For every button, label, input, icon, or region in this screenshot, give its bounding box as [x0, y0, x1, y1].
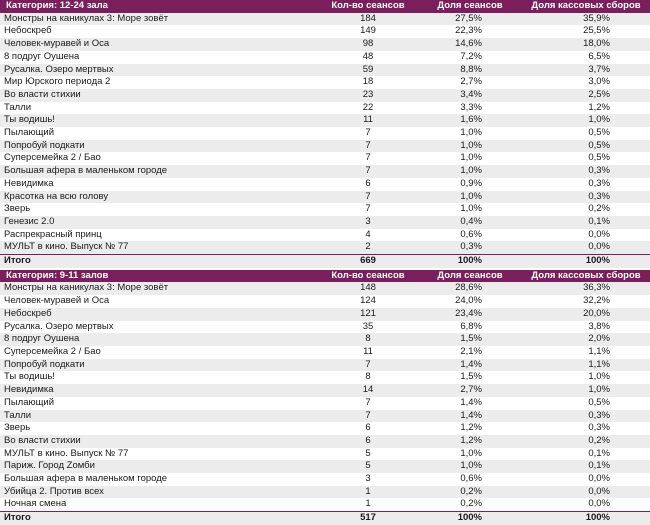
table-row [0, 486, 650, 499]
movie-title: Зверь [0, 422, 318, 435]
table-row [0, 229, 650, 242]
sessions-count: 5 [318, 460, 418, 473]
table-row [0, 64, 650, 77]
movie-title: Большая афера в маленьком городе [0, 473, 318, 486]
movie-title: Суперсемейка 2 / Бао [0, 152, 318, 165]
session-share: 1,0% [418, 140, 522, 153]
table-row [0, 127, 650, 140]
total-box-office-share: 100% [522, 255, 650, 268]
table-row [0, 76, 650, 89]
sessions-count: 6 [318, 422, 418, 435]
box-office-share: 1,0% [522, 371, 650, 384]
sessions-count: 7 [318, 397, 418, 410]
total-label: Итого [0, 255, 318, 268]
sessions-count: 7 [318, 203, 418, 216]
table-row [0, 140, 650, 153]
total-row [0, 512, 650, 525]
movie-title: Суперсемейка 2 / Бао [0, 346, 318, 359]
box-office-share: 0,5% [522, 397, 650, 410]
movie-title: Пылающий [0, 397, 318, 410]
session-share: 8,8% [418, 64, 522, 77]
session-share: 1,0% [418, 127, 522, 140]
table-row [0, 216, 650, 229]
session-share: 0,6% [418, 229, 522, 242]
sessions-count: 121 [318, 308, 418, 321]
box-office-share: 0,0% [522, 241, 650, 254]
session-share: 1,4% [418, 397, 522, 410]
box-office-share: 0,5% [522, 127, 650, 140]
table-row [0, 102, 650, 115]
session-share: 1,6% [418, 114, 522, 127]
sessions-count: 7 [318, 359, 418, 372]
box-office-share: 0,1% [522, 448, 650, 461]
box-office-share: 0,3% [522, 165, 650, 178]
session-share: 3,4% [418, 89, 522, 102]
session-share: 1,5% [418, 333, 522, 346]
movie-title: 8 подруг Оушена [0, 333, 318, 346]
box-office-share-column-header: Доля кассовых сборов [522, 270, 650, 283]
sessions-count: 48 [318, 51, 418, 64]
box-office-share: 0,3% [522, 178, 650, 191]
session-share: 0,6% [418, 473, 522, 486]
session-share: 1,0% [418, 165, 522, 178]
box-office-share: 1,1% [522, 346, 650, 359]
sessions-count: 6 [318, 178, 418, 191]
session-share: 27,5% [418, 13, 522, 26]
total-row [0, 255, 650, 268]
box-office-share: 0,3% [522, 410, 650, 423]
box-office-share: 1,2% [522, 102, 650, 115]
box-office-share: 3,8% [522, 321, 650, 334]
table-row [0, 38, 650, 51]
movie-title: Ты водишь! [0, 371, 318, 384]
movie-title: Попробуй подкати [0, 140, 318, 153]
table-row [0, 448, 650, 461]
session-share: 22,3% [418, 25, 522, 38]
session-share: 0,2% [418, 498, 522, 511]
table-row [0, 333, 650, 346]
movie-title: Мир Юрского периода 2 [0, 76, 318, 89]
box-office-share: 0,2% [522, 435, 650, 448]
session-share: 1,4% [418, 410, 522, 423]
category-title: Категория: 9-11 залов [0, 270, 318, 283]
total-sessions: 517 [318, 512, 418, 525]
session-share: 1,0% [418, 203, 522, 216]
table-row [0, 460, 650, 473]
box-office-share: 25,5% [522, 25, 650, 38]
box-office-share: 18,0% [522, 38, 650, 51]
box-office-share: 0,3% [522, 422, 650, 435]
total-box-office-share: 100% [522, 512, 650, 525]
table-row [0, 321, 650, 334]
table-row [0, 422, 650, 435]
session-share: 0,9% [418, 178, 522, 191]
box-office-share: 35,9% [522, 13, 650, 26]
box-office-share: 0,2% [522, 203, 650, 216]
table-row [0, 203, 650, 216]
sessions-count: 7 [318, 165, 418, 178]
sessions-count: 22 [318, 102, 418, 115]
movie-title: Невидимка [0, 178, 318, 191]
table-row [0, 114, 650, 127]
movie-title: Невидимка [0, 384, 318, 397]
table-row [0, 25, 650, 38]
movie-title: Человек-муравей и Оса [0, 295, 318, 308]
session-share: 0,2% [418, 486, 522, 499]
movie-title: Во власти стихии [0, 435, 318, 448]
movie-title: МУЛЬТ в кино. Выпуск № 77 [0, 448, 318, 461]
box-office-share: 0,5% [522, 152, 650, 165]
movie-title: Ты водишь! [0, 114, 318, 127]
table-row [0, 359, 650, 372]
sessions-count: 5 [318, 448, 418, 461]
sessions-count: 149 [318, 25, 418, 38]
sessions-count: 1 [318, 498, 418, 511]
box-office-share: 0,0% [522, 473, 650, 486]
movie-title: Генезис 2.0 [0, 216, 318, 229]
total-label: Итого [0, 512, 318, 525]
box-office-share: 32,2% [522, 295, 650, 308]
session-share-column-header: Доля сеансов [418, 270, 522, 283]
movie-title: Попробуй подкати [0, 359, 318, 372]
box-office-share: 6,5% [522, 51, 650, 64]
table-row [0, 410, 650, 423]
movie-title: Распрекрасный принц [0, 229, 318, 242]
sessions-count: 124 [318, 295, 418, 308]
table-row [0, 191, 650, 204]
sessions-count: 8 [318, 371, 418, 384]
table-row [0, 89, 650, 102]
session-share: 0,3% [418, 241, 522, 254]
table-row [0, 397, 650, 410]
table-row [0, 435, 650, 448]
sessions-count: 184 [318, 13, 418, 26]
sessions-count: 8 [318, 333, 418, 346]
movie-title: Во власти стихии [0, 89, 318, 102]
session-share: 1,0% [418, 152, 522, 165]
sessions-count: 7 [318, 127, 418, 140]
table-row [0, 51, 650, 64]
sessions-count: 59 [318, 64, 418, 77]
sessions-count: 7 [318, 140, 418, 153]
table-row [0, 308, 650, 321]
sessions-column-header: Кол-во сеансов [318, 0, 418, 13]
movie-title: Убийца 2. Против всех [0, 486, 318, 499]
session-share: 24,0% [418, 295, 522, 308]
box-office-share: 3,0% [522, 76, 650, 89]
box-office-share: 3,7% [522, 64, 650, 77]
session-share: 1,0% [418, 191, 522, 204]
session-share: 2,1% [418, 346, 522, 359]
movie-title: Человек-муравей и Оса [0, 38, 318, 51]
box-office-share: 1,1% [522, 359, 650, 372]
box-office-share: 0,3% [522, 191, 650, 204]
session-share: 1,2% [418, 422, 522, 435]
movie-title: Монстры на каникулах 3: Море зовёт [0, 13, 318, 26]
session-share: 1,2% [418, 435, 522, 448]
sessions-count: 2 [318, 241, 418, 254]
box-office-share: 0,0% [522, 498, 650, 511]
movie-title: Талли [0, 410, 318, 423]
table-row [0, 165, 650, 178]
sessions-count: 3 [318, 473, 418, 486]
sessions-count: 3 [318, 216, 418, 229]
movie-title: Русалка. Озеро мертвых [0, 64, 318, 77]
box-office-share: 0,0% [522, 229, 650, 242]
movie-title: Небоскреб [0, 25, 318, 38]
total-sessions: 669 [318, 255, 418, 268]
box-office-share: 0,1% [522, 216, 650, 229]
sessions-count: 14 [318, 384, 418, 397]
category-title: Категория: 12-24 зала [0, 0, 318, 13]
sessions-column-header: Кол-во сеансов [318, 270, 418, 283]
box-office-share: 20,0% [522, 308, 650, 321]
box-office-share: 0,5% [522, 140, 650, 153]
box-office-share-column-header: Доля кассовых сборов [522, 0, 650, 13]
table-row [0, 152, 650, 165]
movie-title: Красотка на всю голову [0, 191, 318, 204]
session-share: 3,3% [418, 102, 522, 115]
table-row [0, 473, 650, 486]
box-office-share: 1,0% [522, 114, 650, 127]
session-share: 2,7% [418, 76, 522, 89]
movie-title: Париж. Город Zомби [0, 460, 318, 473]
session-share: 1,0% [418, 460, 522, 473]
session-share: 1,5% [418, 371, 522, 384]
session-share: 1,4% [418, 359, 522, 372]
session-share-column-header: Доля сеансов [418, 0, 522, 13]
movie-title: Большая афера в маленьком городе [0, 165, 318, 178]
movie-title: Талли [0, 102, 318, 115]
table-row [0, 384, 650, 397]
session-share: 14,6% [418, 38, 522, 51]
session-share: 2,7% [418, 384, 522, 397]
table-row [0, 241, 650, 254]
session-share: 23,4% [418, 308, 522, 321]
total-session-share: 100% [418, 255, 522, 268]
session-share: 0,4% [418, 216, 522, 229]
sessions-count: 7 [318, 152, 418, 165]
table-row [0, 295, 650, 308]
table-row [0, 13, 650, 26]
movie-title: Ночная смена [0, 498, 318, 511]
movie-title: Небоскреб [0, 308, 318, 321]
movie-title: МУЛЬТ в кино. Выпуск № 77 [0, 241, 318, 254]
sessions-count: 148 [318, 282, 418, 295]
sessions-count: 11 [318, 114, 418, 127]
box-office-share: 2,5% [522, 89, 650, 102]
table-row [0, 498, 650, 511]
table-row [0, 178, 650, 191]
sessions-count: 35 [318, 321, 418, 334]
table-row [0, 282, 650, 295]
movie-title: Пылающий [0, 127, 318, 140]
total-session-share: 100% [418, 512, 522, 525]
movie-title: Русалка. Озеро мертвых [0, 321, 318, 334]
table-header-row [0, 0, 650, 13]
box-office-share: 2,0% [522, 333, 650, 346]
box-office-share: 36,3% [522, 282, 650, 295]
sessions-count: 18 [318, 76, 418, 89]
box-office-share: 0,0% [522, 486, 650, 499]
table-row [0, 346, 650, 359]
sessions-count: 98 [318, 38, 418, 51]
movie-title: Монстры на каникулах 3: Море зовёт [0, 282, 318, 295]
sessions-count: 11 [318, 346, 418, 359]
session-share: 28,6% [418, 282, 522, 295]
sessions-count: 7 [318, 191, 418, 204]
sessions-count: 7 [318, 410, 418, 423]
sessions-count: 6 [318, 435, 418, 448]
sessions-count: 23 [318, 89, 418, 102]
sessions-count: 4 [318, 229, 418, 242]
table-header-row [0, 270, 650, 283]
movie-title: Зверь [0, 203, 318, 216]
category-table [0, 270, 650, 525]
box-office-share: 1,0% [522, 384, 650, 397]
table-row [0, 371, 650, 384]
session-share: 7,2% [418, 51, 522, 64]
box-office-share: 0,1% [522, 460, 650, 473]
sessions-count: 1 [318, 486, 418, 499]
movie-title: 8 подруг Оушена [0, 51, 318, 64]
session-share: 6,8% [418, 321, 522, 334]
session-share: 1,0% [418, 448, 522, 461]
